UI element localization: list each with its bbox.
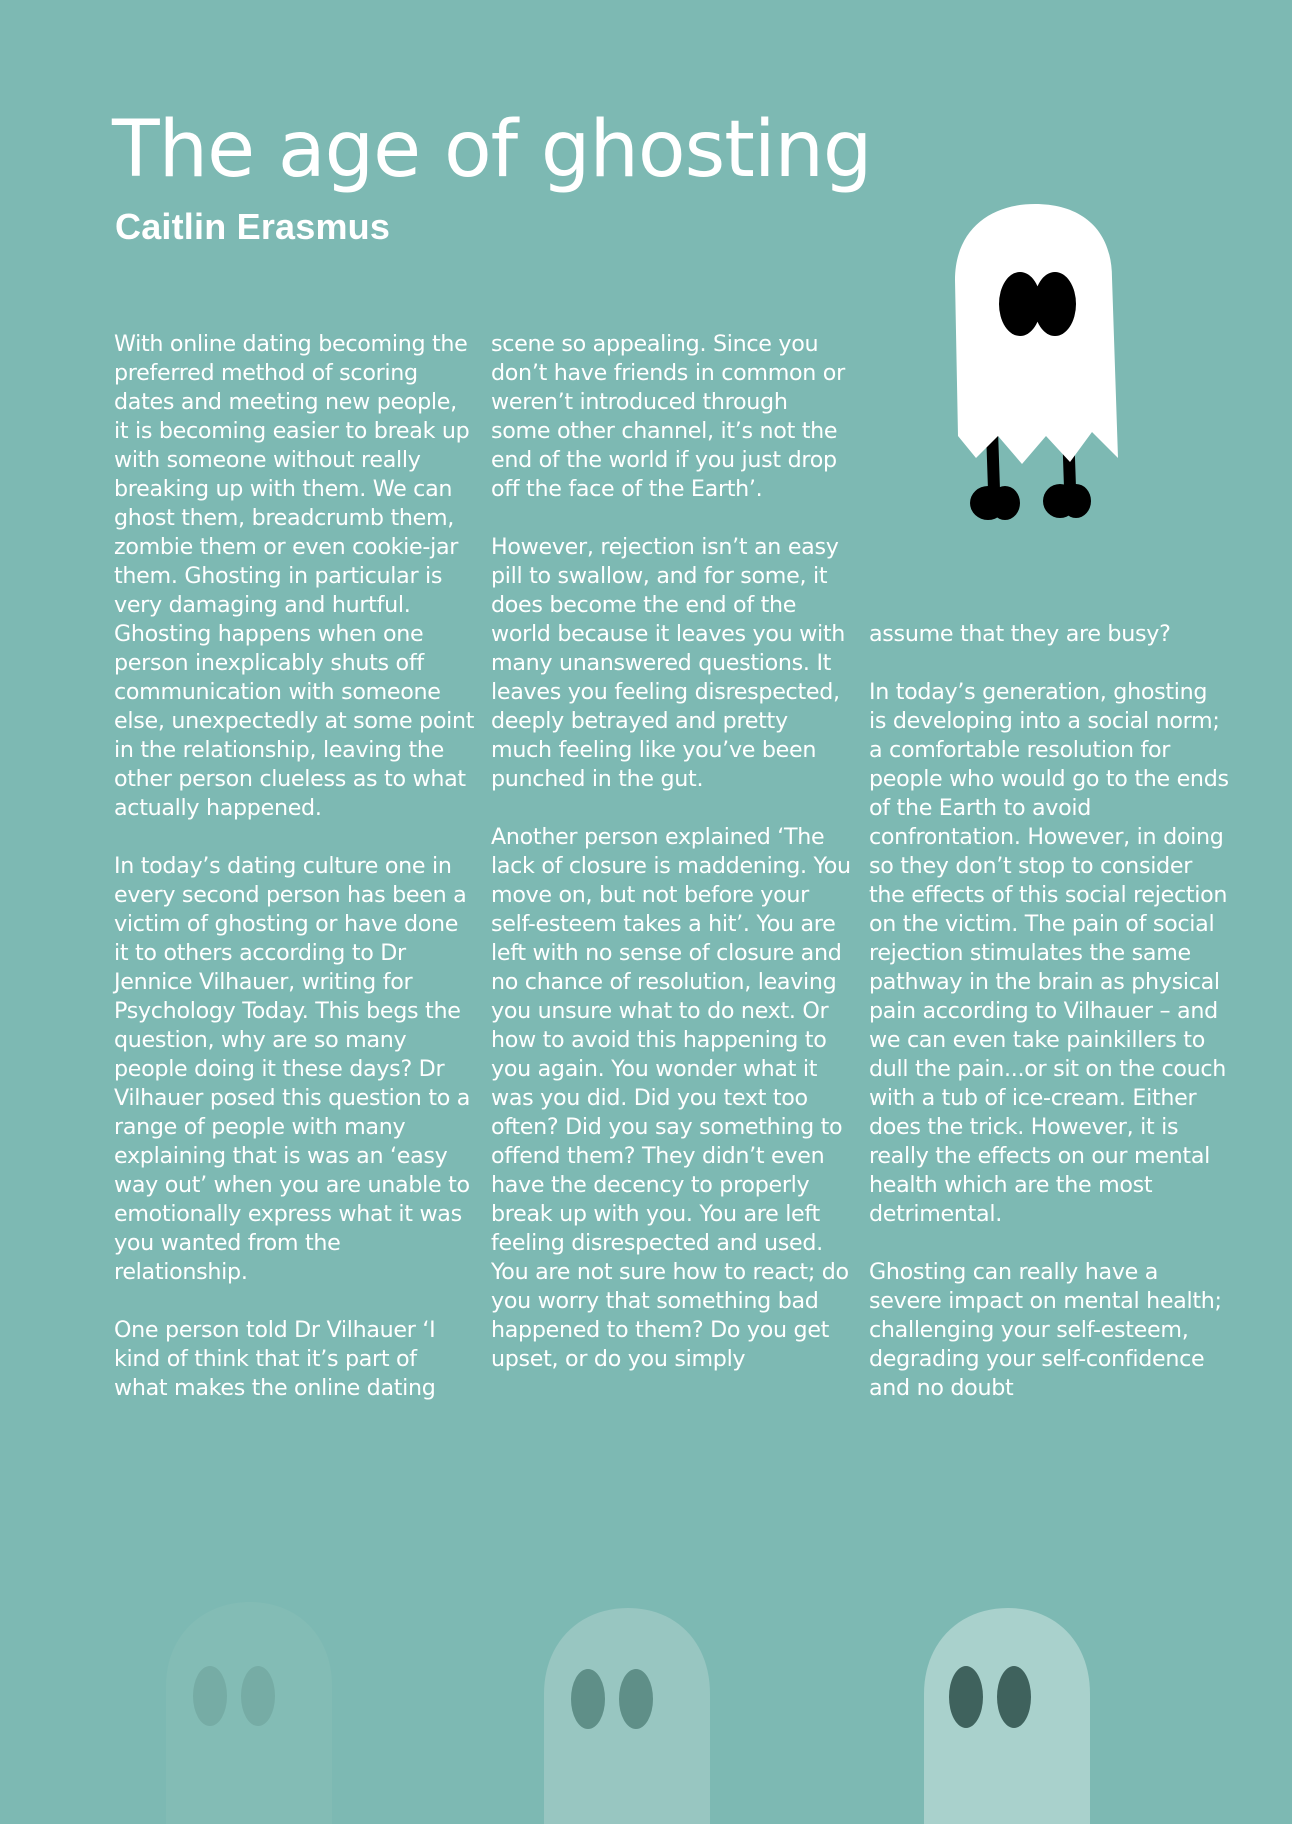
faded-ghost-icon bbox=[540, 1604, 715, 1824]
paragraph: With online dating becoming the preferred method of scoring dates and meeting new people, it is becoming easier to break up with someone without really breaking up with them. We can ghost them, breadcrumb them, zombie them or even cookie-jar them. Ghosting in particular is very damaging and hurtful. Ghosting happens when one person inexplicably shuts off communication with someone else, unexpectedly at some point in the relationship, leaving the other person clueless as to what actually happened. bbox=[114, 331, 475, 821]
author-byline: Caitlin Erasmus bbox=[115, 206, 391, 247]
paragraph: Another person explained ‘The lack of closure is maddening. You move on, but not before your self-esteem takes a hit’. You are left with no sense of closure and no chance of resolution, leaving you unsure what to do next. Or how to avoid this happening to you again. You wonder what it was you did. Did you text too often? Did you say something to offend them? They didn’t even have the decency to properly break up with you. You are left feeling disrespected and used. You are not sure how to react; do you worry that something bad happened to them? Do you get upset, or do you simply bbox=[491, 824, 851, 1372]
paragraph: However, rejection isn’t an easy pill to swallow, and for some, it does become the end of the world because it leaves you with many unanswered questions. It leaves you feeling disrespected, deeply betrayed and pretty much feeling like you’ve been punched in the gut. bbox=[491, 534, 846, 792]
text-column-2 bbox=[491, 330, 853, 1374]
text-column-3 bbox=[869, 620, 1231, 1403]
paragraph: Ghosting can really have a severe impact on mental health; challenging your self-esteem, degrading your self-confidence and no doubt bbox=[869, 1259, 1222, 1401]
paragraph: assume that they are busy? bbox=[869, 621, 1171, 647]
article-title: The age of ghosting bbox=[112, 105, 872, 195]
text-column-1 bbox=[114, 330, 476, 1403]
paragraph: In today’s dating culture one in every second person has been a victim of ghosting or have done it to others according to Dr Jennice Vilhauer, writing for Psychology Today. This begs the question, why are so many people doing it these days? Dr Vilhauer posed this question to a range of people with many explaining that is was an ‘easy way out’ when you are unable to emotionally express what it was you wanted from the relationship. bbox=[114, 853, 471, 1285]
paragraph: scene so appealing. Since you don’t have friends in common or weren’t introduced through some other channel, it’s not the end of the world if you just drop off the face of the Earth’. bbox=[491, 331, 845, 502]
faded-ghost-icon bbox=[920, 1604, 1095, 1824]
paragraph: In today’s generation, ghosting is developing into a social norm; a comfortable resolution for people who would go to the ends of the Earth to avoid confrontation. However, in doing so they don’t stop to consider the effects of this social rejection on the victim. The pain of social rejection stimulates the same pathway in the brain as physical pain according to Vilhauer – and we can even take painkillers to dull the pain...or sit on the couch with a tub of ice-cream. Either does the trick. However, it is really the effects on our mental health which are the most detrimental. bbox=[869, 679, 1229, 1227]
faded-ghost-icon bbox=[162, 1596, 337, 1824]
paragraph: One person told Dr Vilhauer ‘I kind of think that it’s part of what makes the online dating bbox=[114, 1317, 436, 1401]
ghost-illustration-icon bbox=[950, 200, 1130, 530]
